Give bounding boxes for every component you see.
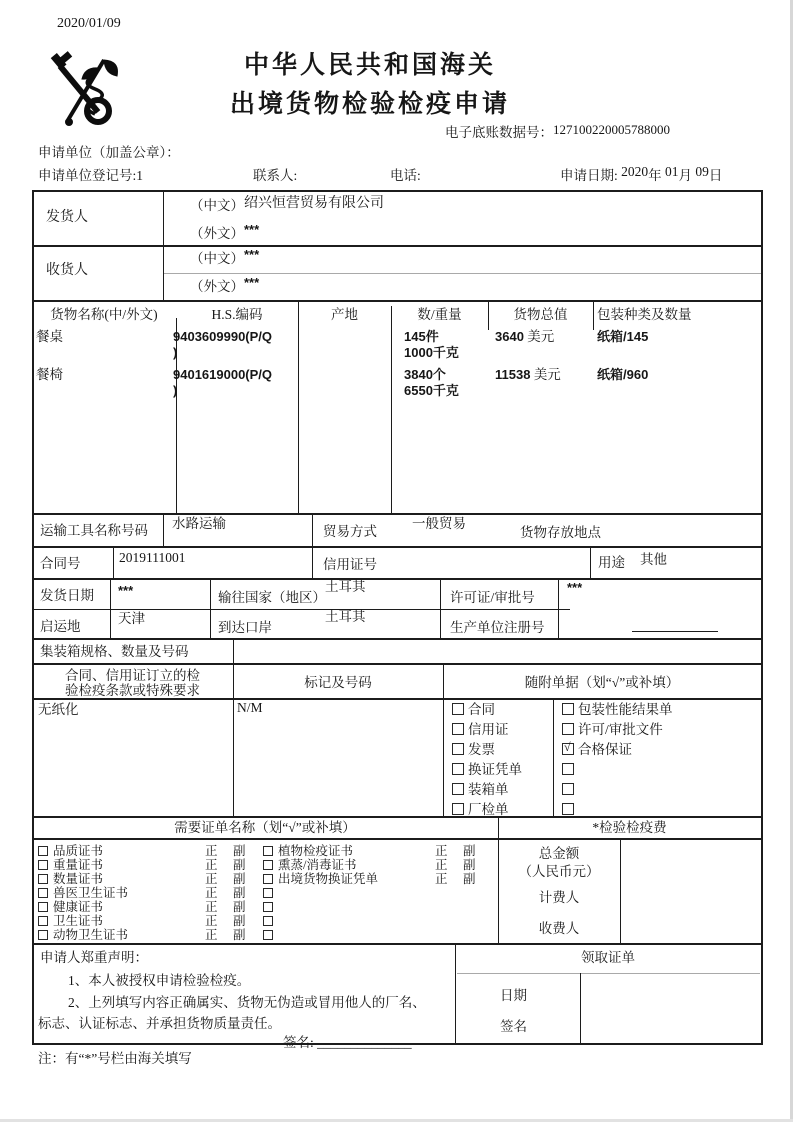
copy-original: 正 [435,858,448,872]
checkbox-icon [263,874,273,884]
consignor-label: 发货人 [46,210,88,225]
goods-col5-line [593,300,594,330]
shipdate-cell-line [110,578,111,638]
goods-row-packing: 纸箱/960 [597,367,649,382]
goods-col-qty: 数/重量 [417,307,462,322]
cert-row-blank [263,900,278,915]
cert-label: 重量证书 [53,858,104,872]
applicant-reg-label: 申请单位登记号: [38,168,137,183]
doc-checkbox-packing-list [452,782,509,798]
copy-duplicate: 副 [233,858,246,872]
ledger-number: 127100220005788000 [553,122,670,137]
consignor-fn-value: *** [244,222,260,237]
checkbox-icon [562,723,574,735]
trade-mode-label: 贸易方式 [323,524,377,539]
pickup-underline [457,973,760,974]
divider-contract-shipdate [32,578,762,580]
copy-duplicate: 副 [463,872,476,886]
scan-date: 2020/01/09 [57,16,121,31]
checkbox-icon [452,783,464,795]
ledger-line [445,122,670,141]
border-top [32,190,762,192]
form-subtitle: 出境货物检验检疫申请 [229,90,510,118]
goods-value-currency: 美元 [527,329,555,344]
copy-duplicate: 副 [233,914,246,928]
container-label: 集装箱规格、数量及号码 [40,644,189,659]
trade-col-line [312,513,313,578]
divider-departure-container [32,638,762,640]
doc-label: 合格保证 [578,742,632,757]
ship-date-label: 发货日期 [40,588,94,603]
checkbox-icon [263,860,273,870]
pickup-header: 领取证单 [581,950,635,965]
copy-original: 正 [205,872,218,886]
declaration-line1: 1、本人被授权申请检验检疫。 [68,973,251,988]
checkbox-icon [38,846,48,856]
checkbox-icon [452,743,464,755]
consignee-fn-value: *** [244,275,260,290]
applicant-unit-label: 申请单位（加盖公章）： [38,145,180,160]
consignor-cn-label: （中文） [190,198,244,213]
consignee-cn [190,247,260,267]
goods-row-hs [173,329,272,360]
consignor-cn [190,198,384,216]
apply-date-day-unit: 日 [708,168,723,183]
goods-col-value: 货物总值 [513,307,568,322]
doc-checkbox-lc [452,722,509,738]
cert-row-sanitary [38,914,103,929]
checkbox-icon [562,803,574,815]
doc-label: 装箱单 [468,782,509,797]
checkbox-icon [263,902,273,912]
goods-hs-line1: 9403609990(P/Q [173,329,273,344]
checkbox-icon [562,763,574,775]
cert-label: 健康证书 [53,900,104,914]
cert-label: 熏蒸/消毒证书 [278,858,357,872]
goods-hs-line1: 9401619000(P/Q [173,367,273,382]
copy-duplicate: 副 [233,928,246,942]
doc-checkbox-packing-result [562,702,673,718]
consignor-cn-value: 绍兴恒营贸易有限公司 [244,196,384,211]
divider-certs-declaration [32,943,762,945]
checkbox-icon [263,888,273,898]
divider-license-cell [632,631,718,632]
goods-qty-line2: 6550千克 [404,382,459,398]
applicant-reg-line [38,168,143,184]
marks-header: 标记及号码 [304,675,372,690]
contract-value: 2019111001 [119,550,186,565]
declaration-title: 申请人郑重声明： [40,950,148,965]
dest-country-value: 土耳其 [325,579,366,594]
copy-duplicate: 副 [233,886,246,900]
consignee-label: 收货人 [46,263,88,278]
cert-row-blank [263,886,278,901]
phone-label: 电话: [390,168,421,183]
doc-label: 包装性能结果单 [578,702,673,717]
apply-date-month: 01 [665,164,679,179]
clauses-header-line1: 合同、信用证订立的检 [65,668,200,683]
copy-original: 正 [435,872,448,886]
contract-label: 合同号 [40,556,81,571]
license-value: *** [567,580,583,595]
fee-total-label: 总金额 [538,846,580,861]
divider-consignee-inner [163,273,762,274]
divider-certs-header [32,838,762,840]
goods-hs-line2: ) [173,344,178,360]
copy-duplicate: 副 [463,858,476,872]
declaration-line3: 标志、认证标志、并承担货物质量责任。 [38,1016,281,1031]
departure-value: 天津 [118,611,145,626]
cert-row-weight [38,858,103,873]
cert-row-blank [263,928,278,943]
certs-header: 需要证单名称（划“√”或补填） [174,820,356,835]
divider-container-clauses [32,663,762,665]
checkbox-icon [562,783,574,795]
copy-original: 正 [205,928,218,942]
consignor-fn-label: （外文） [190,226,244,241]
doc-checkbox-license-doc [562,722,663,738]
checkbox-icon [452,763,464,775]
goods-row-packing: 纸箱/145 [597,329,649,344]
consignee-cn-label: （中文） [190,251,244,266]
divider-shipdate-departure [32,609,570,610]
cert-label: 植物检疫证书 [278,844,354,858]
fee-header: *检验检疫费 [592,820,667,835]
goods-col-hs: H.S.编码 [211,307,263,322]
docs-header: 随附单据（划“√”或补填） [524,675,680,690]
doc-label: 厂检单 [468,802,509,817]
copy-original: 正 [205,900,218,914]
checkbox-icon [38,930,48,940]
consignee-cn-value: *** [244,247,260,262]
usage-label: 用途 [598,555,625,570]
checkbox-icon [562,703,574,715]
apply-date-day: 09 [695,164,709,179]
doc-checkbox-invoice [452,742,495,758]
checkbox-icon [38,902,48,912]
cert-row-exchange-voucher [263,872,378,887]
doc-checkbox-blank [562,802,578,818]
checkbox-icon [452,723,464,735]
apply-date-year: 2020 [621,164,649,179]
contact-label: 联系人: [253,168,298,183]
declaration-sign-label: 签名: ______________ [283,1035,412,1050]
checkbox-icon [452,703,464,715]
cert-label: 动物卫生证书 [53,928,129,942]
fee-value-line [620,838,621,943]
arrival-label: 到达口岸 [218,620,272,635]
copy-duplicate: 副 [463,844,476,858]
copy-duplicate: 副 [233,900,246,914]
docs-inner-line [553,698,554,816]
goods-col-origin: 产地 [331,307,358,322]
goods-row-name: 餐椅 [36,367,63,382]
departure-label: 启运地 [40,619,81,634]
divider-certs-top [32,816,762,818]
cert-row-quantity [38,872,103,887]
copy-original: 正 [205,844,218,858]
border-right [761,190,763,1045]
copy-duplicate: 副 [233,844,246,858]
goods-qty-line2: 1000千克 [404,344,459,360]
trade-mode-value: 一般贸易 [412,516,466,531]
cert-row-quality [38,844,103,859]
consignee-fn-label: （外文） [190,279,244,294]
cert-row-fumigation [263,858,356,873]
doc-checkbox-factory [452,802,509,818]
copy-original: 正 [435,844,448,858]
fee-calc-label: 计费人 [538,890,580,905]
marks-value: N/M [237,700,263,715]
applicant-reg-value: 1 [136,168,144,183]
doc-label: 换证凭单 [468,762,522,777]
storage-label: 货物存放地点 [520,525,601,540]
checkbox-icon [38,916,48,926]
check-glyph: √ [564,740,571,754]
apply-date-line [560,164,723,184]
arrival-value: 土耳其 [325,609,366,624]
checkbox-checked-icon [562,740,574,755]
goods-qty-line1: 145件 [404,329,439,344]
checkbox-icon [263,846,273,856]
goods-row-name: 餐桌 [36,329,63,344]
vehicle-value: 水路运输 [172,516,226,531]
cert-row-blank [263,914,278,929]
cert-row-vet [38,886,128,901]
license-label: 许可证/审批号 [450,590,535,605]
copy-duplicate: 副 [233,872,246,886]
cert-label: 卫生证书 [53,914,104,928]
checkbox-icon [263,916,273,926]
doc-checkbox-blank [562,762,578,778]
doc-label: 合同 [468,702,495,717]
goods-hs-line2: ) [173,382,178,398]
apply-date-label: 申请日期: [560,168,618,183]
copy-original: 正 [205,886,218,900]
pickup-inner-line [580,973,581,1043]
checkbox-icon [452,803,464,815]
footnote: 注：有“*”号栏由海关填写 [38,1051,192,1066]
checkbox-icon [263,930,273,940]
goods-row-qty [404,329,459,360]
apply-date-month-unit: 月 [678,168,693,183]
divider-consignor-consignee [32,245,762,247]
license-value-line [558,578,559,638]
goods-col-packing: 包装种类及数量 [597,307,692,322]
checkbox-icon [38,860,48,870]
divider-transport-contract [32,546,762,548]
pickup-sign-label: 签名 [500,1019,527,1034]
cert-row-health [38,900,103,915]
apply-date-year-unit: 年 [648,168,662,183]
cert-label: 出境货物换证凭单 [278,872,379,886]
doc-label: 信用证 [468,722,509,737]
lc-label: 信用证号 [323,557,377,572]
consignee-fn [190,275,260,295]
producer-reg-label: 生产单位注册号 [450,620,545,635]
doc-checkbox-blank [562,782,578,798]
goods-value-number: 11538 [495,367,531,382]
clauses-value: 无纸化 [38,702,79,717]
goods-row-value [495,329,554,345]
license-col-line [440,578,441,638]
goods-col3-line [391,306,392,513]
cert-label: 兽医卫生证书 [53,886,129,900]
fee-total-unit: （人民币元） [518,864,600,879]
doc-checkbox-conformity [562,742,632,758]
vehicle-cell-line [163,513,164,546]
goods-col2-line [298,300,299,513]
goods-row-hs [173,367,272,398]
copy-original: 正 [205,858,218,872]
form-title: 中华人民共和国海关 [243,51,496,79]
consignor-fn [190,222,260,242]
cert-row-plant [263,844,353,859]
usage-col-line [590,546,591,578]
pickup-date-label: 日期 [500,988,527,1003]
doc-checkbox-exchange [452,762,522,778]
divider-party-label [163,190,164,300]
container-col-line [233,638,234,816]
declaration-line2: 2、上列填写内容正确属实、货物无伪造或冒用他人的厂名、 [68,995,426,1010]
divider-goods-bottom [32,513,762,515]
goods-value-number: 3640 [495,329,524,344]
goods-row-value [495,367,561,383]
copy-original: 正 [205,914,218,928]
checkbox-icon [38,874,48,884]
doc-checkbox-contract [452,702,495,718]
doc-label: 发票 [468,742,495,757]
ship-date-value: *** [118,583,134,598]
customs-emblem-logo [46,48,118,132]
cert-label: 数量证书 [53,872,104,886]
cert-row-animal [38,928,128,943]
vehicle-label: 运输工具名称号码 [40,523,148,538]
doc-label: 许可/审批文件 [578,722,663,737]
dest-col-line [210,578,211,638]
cert-label: 品质证书 [53,844,104,858]
ledger-label: 电子底账数据号： [445,125,553,140]
goods-value-currency: 美元 [533,367,561,382]
fee-collect-label: 收费人 [538,921,580,936]
divider-goods-top [32,300,762,302]
contract-cell-line [113,546,114,578]
usage-value: 其他 [640,552,667,567]
dest-country-label: 输往国家（地区） [218,590,326,605]
goods-qty-line1: 3840个 [404,367,446,382]
goods-row-qty [404,367,459,398]
clauses-header-line2: 验检疫条款或特殊要求 [65,683,200,698]
goods-col-name: 货物名称(中/外文) [50,307,158,322]
checkbox-icon [38,888,48,898]
